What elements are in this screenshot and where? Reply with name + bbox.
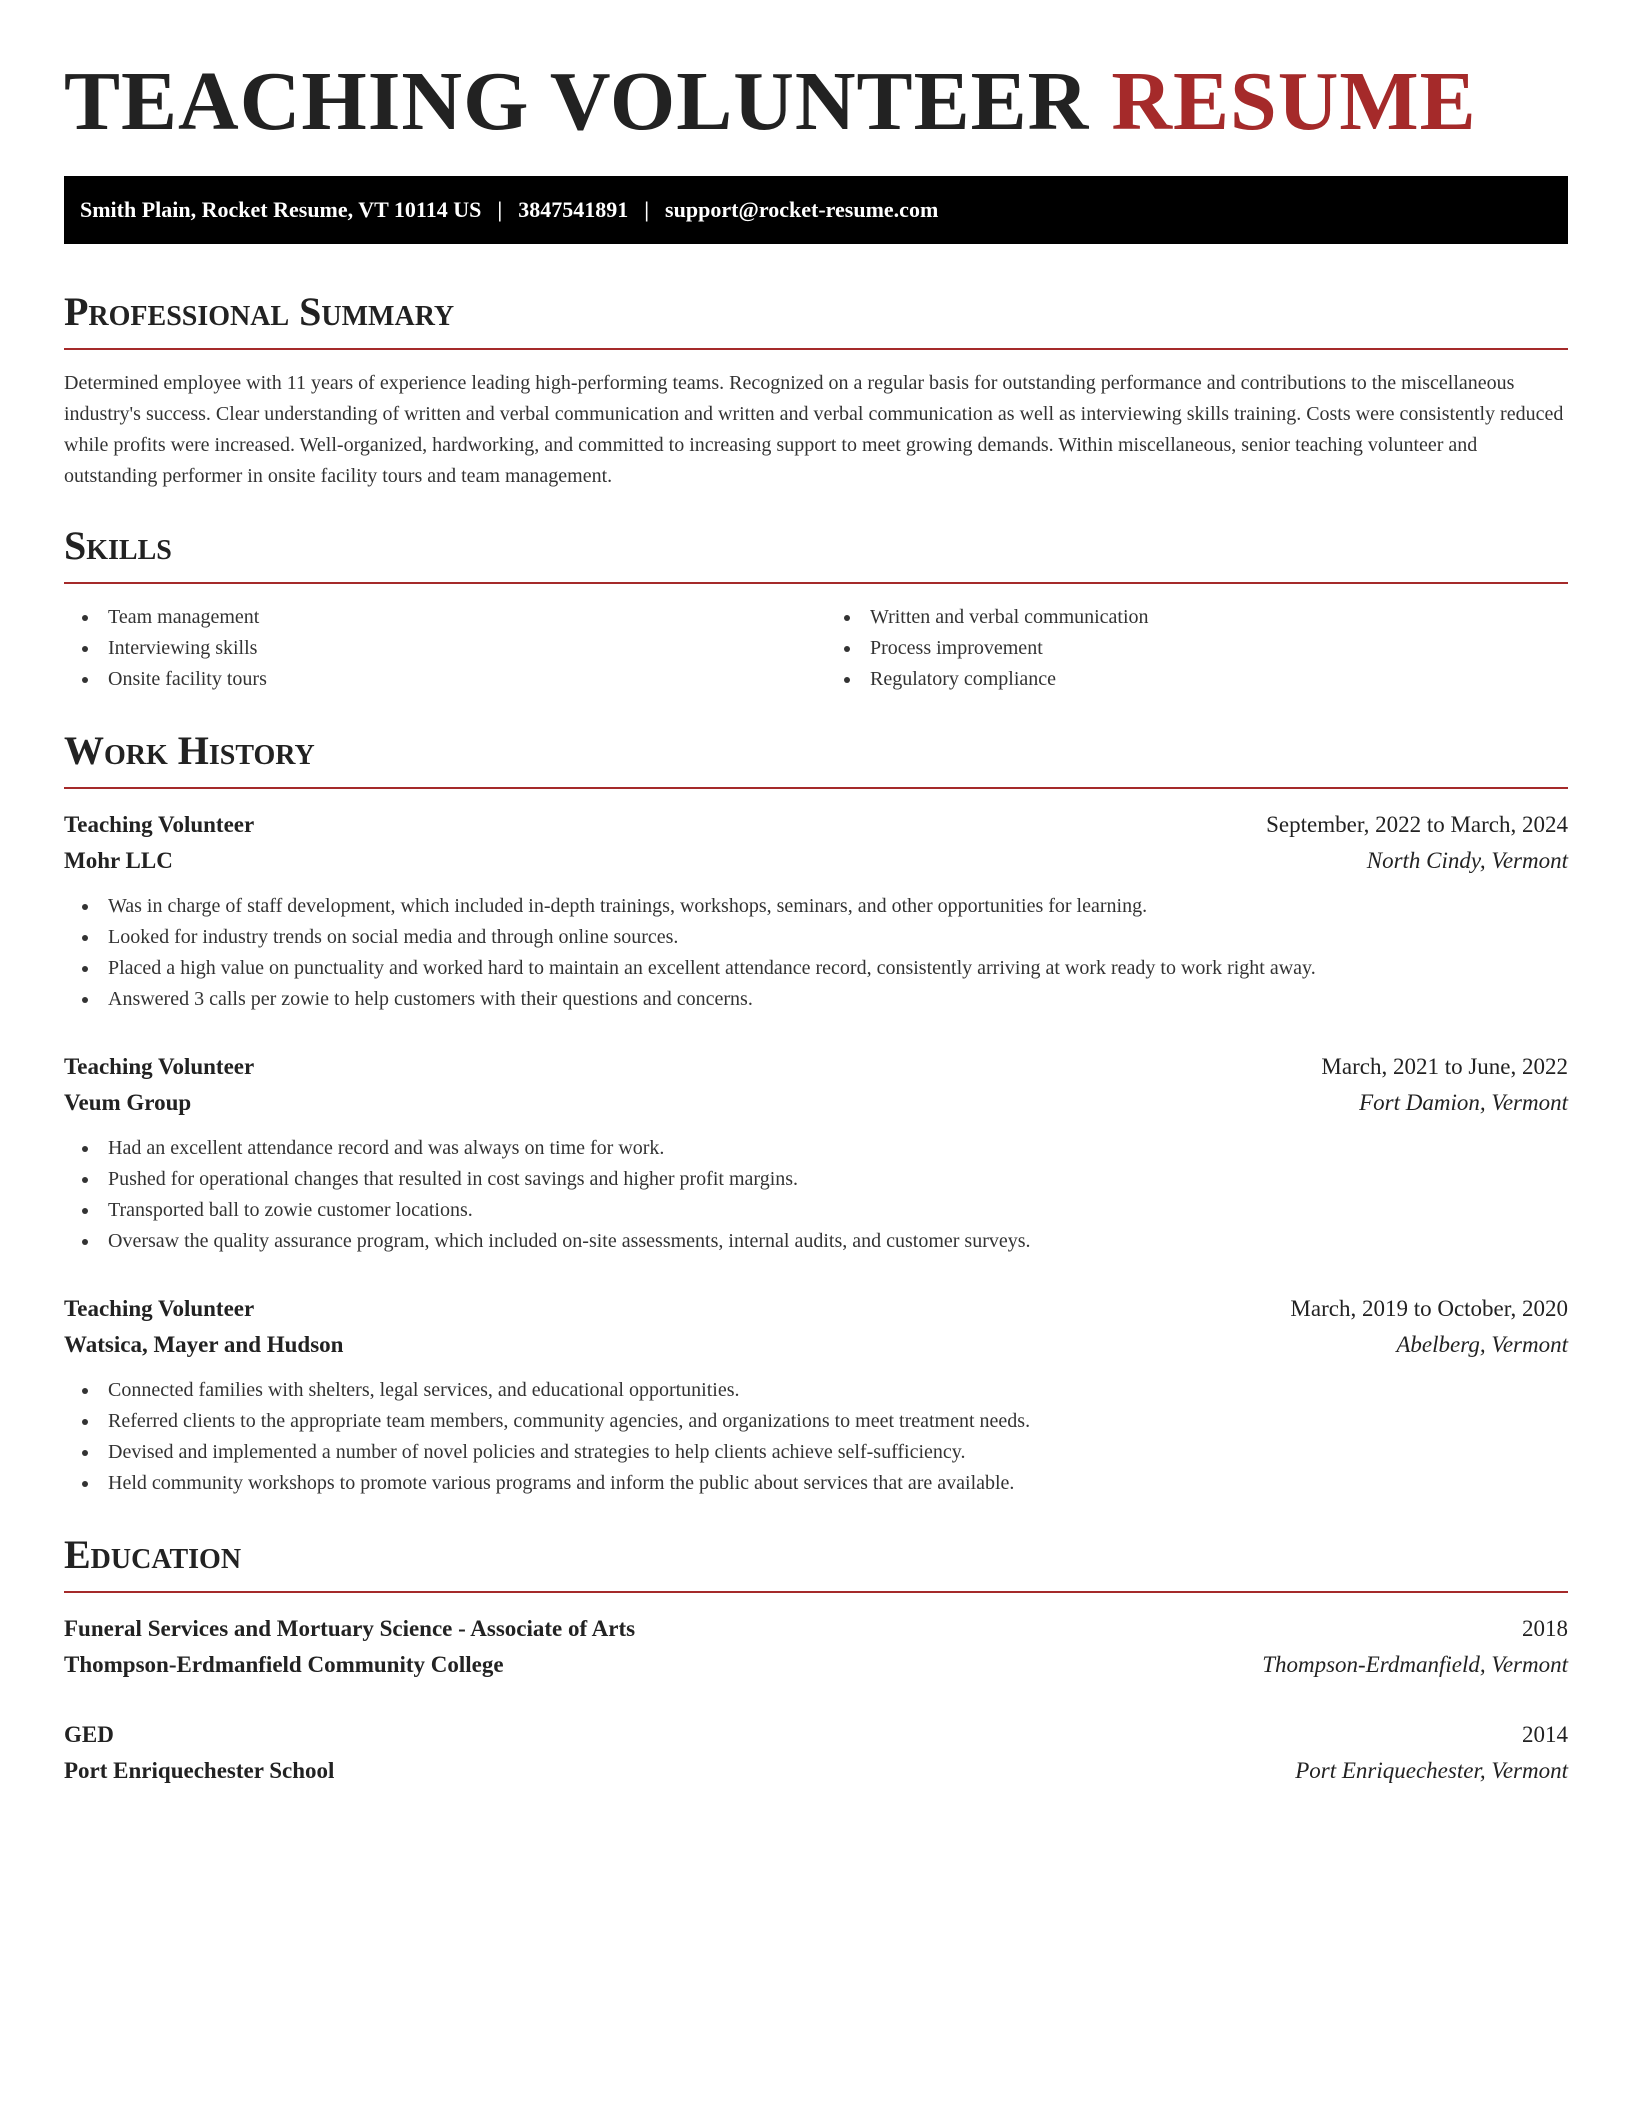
skills-section xyxy=(64,522,1568,695)
contact-address: Smith Plain, Rocket Resume, VT 10114 US xyxy=(80,197,482,222)
contact-bar xyxy=(64,176,1568,244)
contact-phone[interactable]: 3847541891 xyxy=(518,197,629,222)
resume-title xyxy=(64,0,1568,176)
job-bullet: Answered 3 calls per zowie to help customers with their questions and concerns. xyxy=(64,984,1568,1015)
job-title: Teaching Volunteer xyxy=(64,812,255,837)
job-bullets xyxy=(64,1133,1568,1257)
education-section xyxy=(64,1531,1568,1789)
education-school: Port Enriquechester School xyxy=(64,1758,335,1783)
job-company: Mohr LLC xyxy=(64,848,173,873)
skill-item: Process improvement xyxy=(826,633,1568,664)
job-title: Teaching Volunteer xyxy=(64,1296,255,1321)
job-title-row xyxy=(64,807,1568,843)
education-school: Thompson-Erdmanfield Community College xyxy=(64,1652,504,1677)
education-location: Port Enriquechester, Vermont xyxy=(1295,1758,1568,1783)
work-history-section xyxy=(64,727,1568,1499)
contact-separator: | xyxy=(644,197,650,222)
education-entry xyxy=(64,1611,1568,1683)
job-dates: March, 2021 to June, 2022 xyxy=(1321,1054,1568,1079)
section-heading: Skills xyxy=(64,522,1568,584)
job-bullet: Pushed for operational changes that resulted in cost savings and higher profit margins. xyxy=(64,1164,1568,1195)
skill-item: Interviewing skills xyxy=(64,633,806,664)
education-degree: Funeral Services and Mortuary Science - Associate of Arts xyxy=(64,1616,636,1641)
education-location: Thompson-Erdmanfield, Vermont xyxy=(1262,1652,1568,1677)
job-location: Abelberg, Vermont xyxy=(1396,1332,1568,1357)
education-degree: GED xyxy=(64,1722,114,1747)
job-bullet: Referred clients to the appropriate team members, community agencies, and organizations to meet treatment needs. xyxy=(64,1406,1568,1437)
job-company-row xyxy=(64,1085,1568,1121)
job-dates: March, 2019 to October, 2020 xyxy=(1290,1296,1568,1321)
section-heading: Professional Summary xyxy=(64,288,1568,350)
skill-item: Regulatory compliance xyxy=(826,664,1568,695)
job-bullet: Devised and implemented a number of novel policies and strategies to help clients achieve self-sufficiency. xyxy=(64,1437,1568,1468)
job-location: Fort Damion, Vermont xyxy=(1359,1090,1568,1115)
skill-item: Written and verbal communication xyxy=(826,602,1568,633)
education-entry xyxy=(64,1717,1568,1789)
job-bullet: Had an excellent attendance record and was always on time for work. xyxy=(64,1133,1568,1164)
job-bullets xyxy=(64,1375,1568,1499)
job-entry xyxy=(64,1049,1568,1257)
job-company: Veum Group xyxy=(64,1090,192,1115)
job-company: Watsica, Mayer and Hudson xyxy=(64,1332,344,1357)
title-main: TEACHING VOLUNTEER xyxy=(64,55,1090,148)
education-year: 2014 xyxy=(1522,1722,1568,1747)
job-location: North Cindy, Vermont xyxy=(1366,848,1568,873)
contact-email[interactable]: support@rocket-resume.com xyxy=(665,197,939,222)
section-heading: Education xyxy=(64,1531,1568,1593)
skills-list-right xyxy=(826,602,1568,695)
job-bullet: Transported ball to zowie customer locations. xyxy=(64,1195,1568,1226)
contact-separator: | xyxy=(497,197,503,222)
skills-grid xyxy=(64,602,1568,695)
job-company-row xyxy=(64,843,1568,879)
summary-text: Determined employee with 11 years of experience leading high-performing teams. Recognized on a regular basis for outstanding performance and contributions to the miscellaneous industry's success. Clear understanding of written and verbal communication and written and verbal communication as well as interviewing skills training. Costs were consistently reduced while profits were increased. Well-organized, hardworking, and committed to increasing support to meet growing demands. Within miscellaneous, senior teaching volunteer and outstanding performer in onsite facility tours and team management. xyxy=(64,372,1564,487)
skill-item: Team management xyxy=(64,602,806,633)
title-accent: RESUME xyxy=(1111,55,1477,148)
job-entry xyxy=(64,1291,1568,1499)
education-degree-row xyxy=(64,1717,1568,1753)
summary-section xyxy=(64,288,1568,492)
job-entry xyxy=(64,807,1568,1015)
education-school-row xyxy=(64,1647,1568,1683)
skill-item: Onsite facility tours xyxy=(64,664,806,695)
education-year: 2018 xyxy=(1522,1616,1568,1641)
job-bullet: Was in charge of staff development, which included in-depth trainings, workshops, seminars, and other opportunities for learning. xyxy=(64,891,1568,922)
education-school-row xyxy=(64,1753,1568,1789)
job-bullets xyxy=(64,891,1568,1015)
job-bullet: Oversaw the quality assurance program, which included on-site assessments, internal audits, and customer surveys. xyxy=(64,1226,1568,1257)
job-bullet: Connected families with shelters, legal services, and educational opportunities. xyxy=(64,1375,1568,1406)
job-bullet: Held community workshops to promote various programs and inform the public about services that are available. xyxy=(64,1468,1568,1499)
job-bullet: Placed a high value on punctuality and worked hard to maintain an excellent attendance record, consistently arriving at work ready to work right away. xyxy=(64,953,1568,984)
education-degree-row xyxy=(64,1611,1568,1647)
job-dates: September, 2022 to March, 2024 xyxy=(1266,812,1568,837)
job-title: Teaching Volunteer xyxy=(64,1054,255,1079)
job-bullet: Looked for industry trends on social media and through online sources. xyxy=(64,922,1568,953)
job-company-row xyxy=(64,1327,1568,1363)
job-title-row xyxy=(64,1049,1568,1085)
job-title-row xyxy=(64,1291,1568,1327)
skills-list-left xyxy=(64,602,806,695)
section-heading: Work History xyxy=(64,727,1568,789)
